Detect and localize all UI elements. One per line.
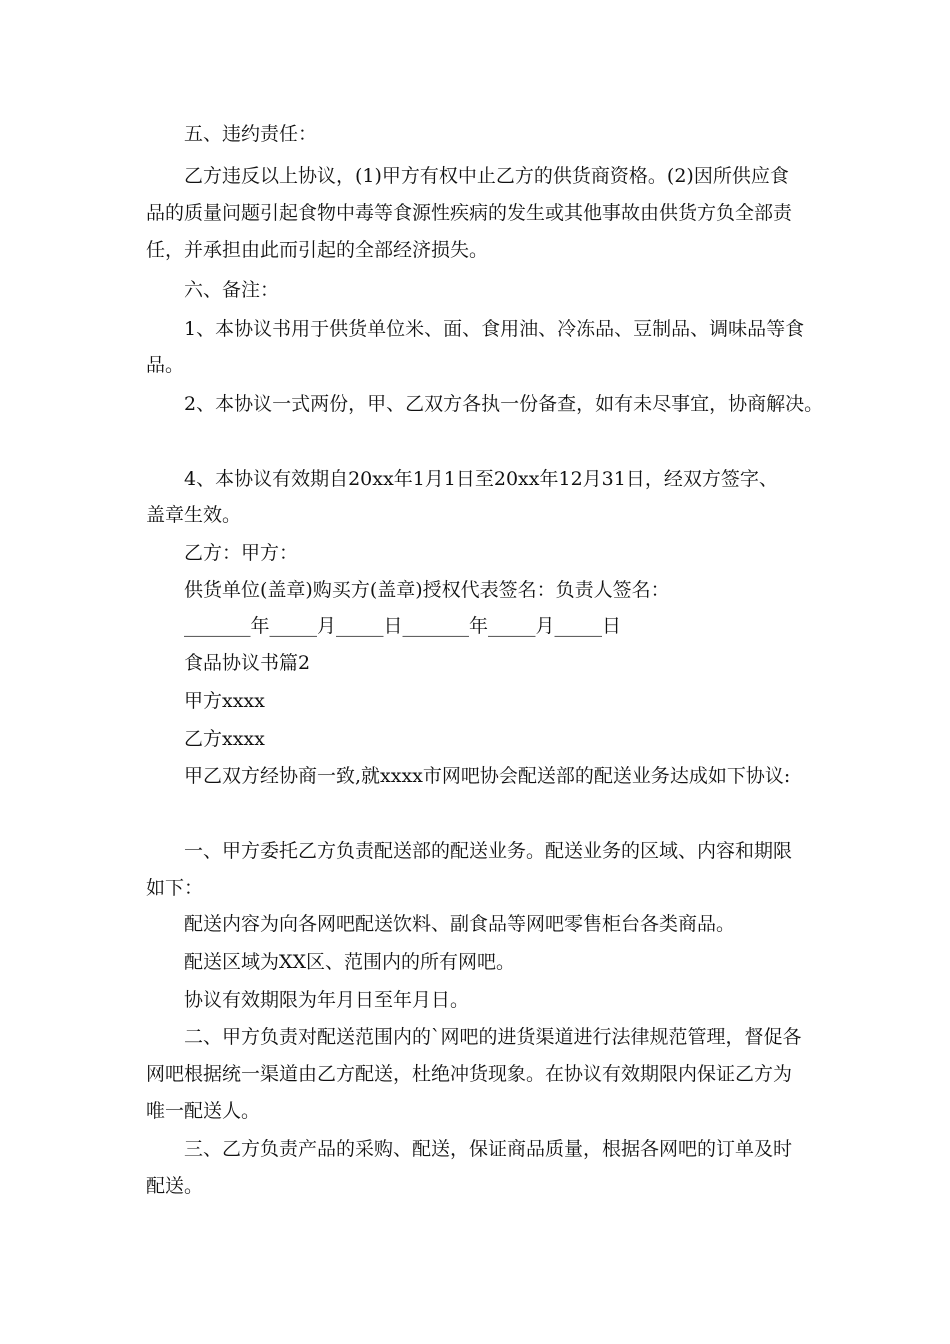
paragraph-line: 三、乙方负责产品的采购、配送，保证商品质量，根据各网吧的订单及时 (184, 1138, 793, 1160)
paragraph-line: 配送。 (146, 1175, 204, 1197)
paragraph-line: 2、本协议一式两份，甲、乙双方各执一份备查，如有未尽事宜，协商解决。 (184, 393, 824, 415)
paragraph-line: 二、甲方负责对配送范围内的`网吧的进货渠道进行法律规范管理，督促各 (184, 1026, 802, 1048)
paragraph-line: 配送区域为XX区、范围内的所有网吧。 (184, 951, 516, 973)
paragraph-line: 唯一配送人。 (146, 1100, 261, 1122)
paragraph-line: 品。 (146, 354, 185, 376)
date-blanks: _______年_____月_____日_______年_____月_____日 (184, 615, 622, 637)
signature-labels: 供货单位(盖章)购买方(盖章)授权代表签名：负责人签名： (184, 579, 670, 601)
paragraph-line: 品的质量问题引起食物中毒等食源性疾病的发生或其他事故由供货方负全部责 (146, 202, 793, 224)
paragraph-line: 盖章生效。 (146, 504, 242, 526)
paragraph-line: 网吧根据统一渠道由乙方配送，杜绝冲货现象。在协议有效期限内保证乙方为 (146, 1063, 793, 1085)
paragraph-line: 4、本协议有效期自20xx年1月1日至20xx年12月31日，经双方签字、 (184, 468, 778, 490)
paragraph-line: 如下： (146, 877, 204, 899)
section-heading-breach: 五、违约责任： (184, 123, 318, 145)
paragraph-line: 任，并承担由此而引起的全部经济损失。 (146, 239, 489, 261)
paragraph-line: 乙方违反以上协议，(1)甲方有权中止乙方的供货商资格。(2)因所供应食 (184, 165, 789, 187)
paragraph-line: 配送内容为向各网吧配送饮料、副食品等网吧零售柜台各类商品。 (184, 913, 736, 935)
paragraph-line: 1、本协议书用于供货单位米、面、食用油、冷冻品、豆制品、调味品等食 (184, 318, 805, 340)
document-subtitle: 食品协议书篇2 (184, 652, 311, 674)
paragraph-line: 一、甲方委托乙方负责配送部的配送业务。配送业务的区域、内容和期限 (184, 840, 793, 862)
party-b: 乙方xxxx (184, 728, 265, 750)
agreement-intro: 甲乙双方经协商一致,就xxxx市网吧协会配送部的配送业务达成如下协议: (184, 765, 791, 787)
party-a: 甲方xxxx (184, 690, 265, 712)
party-labels: 乙方：甲方： (184, 542, 299, 564)
paragraph-line: 协议有效期限为年月日至年月日。 (184, 989, 470, 1011)
section-heading-notes: 六、备注： (184, 279, 280, 301)
